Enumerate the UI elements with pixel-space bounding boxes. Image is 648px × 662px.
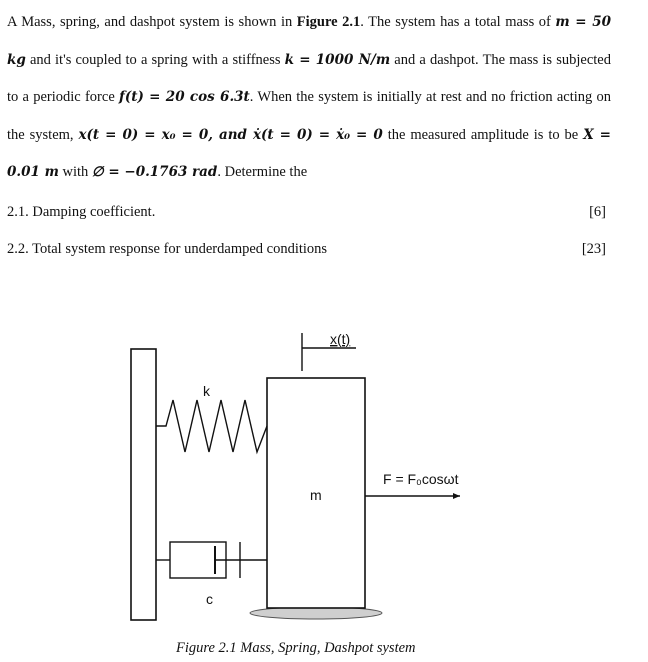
force-arrowhead: [453, 493, 460, 499]
initial-conditions-equation: x(t = 0) = x₀ = 0, and ẋ(t = 0) = ẋ₀ = 0: [78, 126, 383, 143]
problem-text-3: and it's coupled to a spring with a stiffness: [25, 51, 285, 68]
task-label: 2.1. Damping coefficient.: [7, 204, 156, 220]
problem-text-4: and a dashpot. The mass is subjected to a periodic force: [7, 51, 611, 105]
displacement-label: x(t): [330, 331, 351, 347]
force-equation: f(t) = 20 cos 6.3t: [119, 89, 250, 105]
problem-text-7: with: [58, 164, 92, 180]
spring-label: k: [203, 383, 210, 399]
task-marks: [6]: [589, 204, 606, 220]
figure-reference: Figure 2.1: [296, 14, 361, 30]
mass-label: m: [310, 487, 322, 503]
task-marks: [23]: [581, 241, 606, 257]
force-label: F = F₀cosωt: [383, 471, 459, 487]
task-label: 2.2. Total system response for underdamped conditions: [7, 241, 328, 257]
problem-text-5: . When the system is initially at rest and no friction acting on the system,: [7, 89, 612, 143]
problem-text-1: A Mass, spring, and dashpot system is shown in: [7, 14, 297, 30]
figure-caption: Figure 2.1 Mass, Spring, Dashpot system: [176, 640, 416, 656]
mass-equation: m = 50 kg: [7, 14, 612, 68]
stiffness-equation: k = 1000 N/m: [284, 51, 391, 68]
phase-equation: ∅ = −0.1763 rad: [91, 164, 218, 180]
amplitude-equation: X = 0.01 m: [7, 126, 611, 180]
problem-text-8: . Determine the: [217, 164, 308, 180]
fixed-wall: [131, 349, 156, 620]
problem-text-6: the measured amplitude is to be: [382, 126, 584, 143]
problem-text-2: . The system has a total mass of: [360, 14, 556, 30]
spring: [156, 400, 267, 452]
damper-label: c: [206, 591, 213, 607]
